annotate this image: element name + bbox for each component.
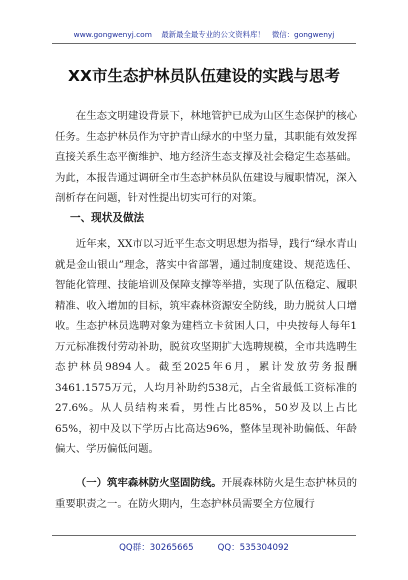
section-heading: 一、现状及做法 — [70, 212, 145, 224]
page-header — [0, 29, 408, 40]
header-divider — [52, 43, 356, 44]
section-paragraph: 近年来，XX市以习近平生态文明思想为指导，践行“绿水青山就是金山银山”理念，落实中省部署，通过制度建设、规范选任、智能化管理、技能培训及保障支撑等举措，实现了队伍稳定、履职精准、收入增加的目标，筑牢森林资源安全防线，助力脱贫人口增收。生态护林员选聘对象为建档立卡贫困人口，中央按每人每年1万元标准拨付劳动补助，脱贫攻坚期扩大选聘规模，全市共选聘生态护林员9894人。截至2025年6月，累计发放劳务报酬3461.1575万元，人均月补助约538元，占全省最低工资标准的27.6%。从人员结构来看，男性占比85%，50岁及以上占比65%，初中及以下学历占比高达96%，整体呈现补助偏低、年龄偏大、学历偏低问题。 — [55, 238, 357, 455]
footer-divider — [52, 535, 356, 536]
subsection-text: 开展森林防火是生态护林员的重要职责之一。在防火期内，生态护林员需要全方位履行 — [55, 477, 358, 510]
footer-qq-group: QQ群：30265665 — [119, 543, 194, 553]
header-site[interactable]: www.gongwenyj.com — [73, 30, 152, 39]
intro-paragraph: 在生态文明建设背景下，林地管护已成为山区生态保护的核心任务。生态护林员作为守护青山绿水的中坚力量，其职能有效发挥直接关系生态平衡维护、地方经济生态支撑及社会稳定生态基础。为此，本报告通过调研全市生态护林员队伍建设与履职情况，深入剖析存在问题，针对性提出切实可行的对策。 — [55, 110, 357, 204]
header-wechat: 微信：gongwenyj — [271, 30, 335, 39]
subsection-heading: （一）筑牢森林防火坚固防线。 — [75, 477, 222, 489]
subsection-paragraph — [55, 473, 357, 514]
footer-qq: QQ：535304092 — [217, 543, 289, 553]
page-footer — [0, 541, 408, 553]
header-slogan: 最新最全最专业的公文资料库！ — [161, 30, 265, 39]
document-title: XX市生态护林员队伍建设的实践与思考 — [68, 67, 340, 85]
